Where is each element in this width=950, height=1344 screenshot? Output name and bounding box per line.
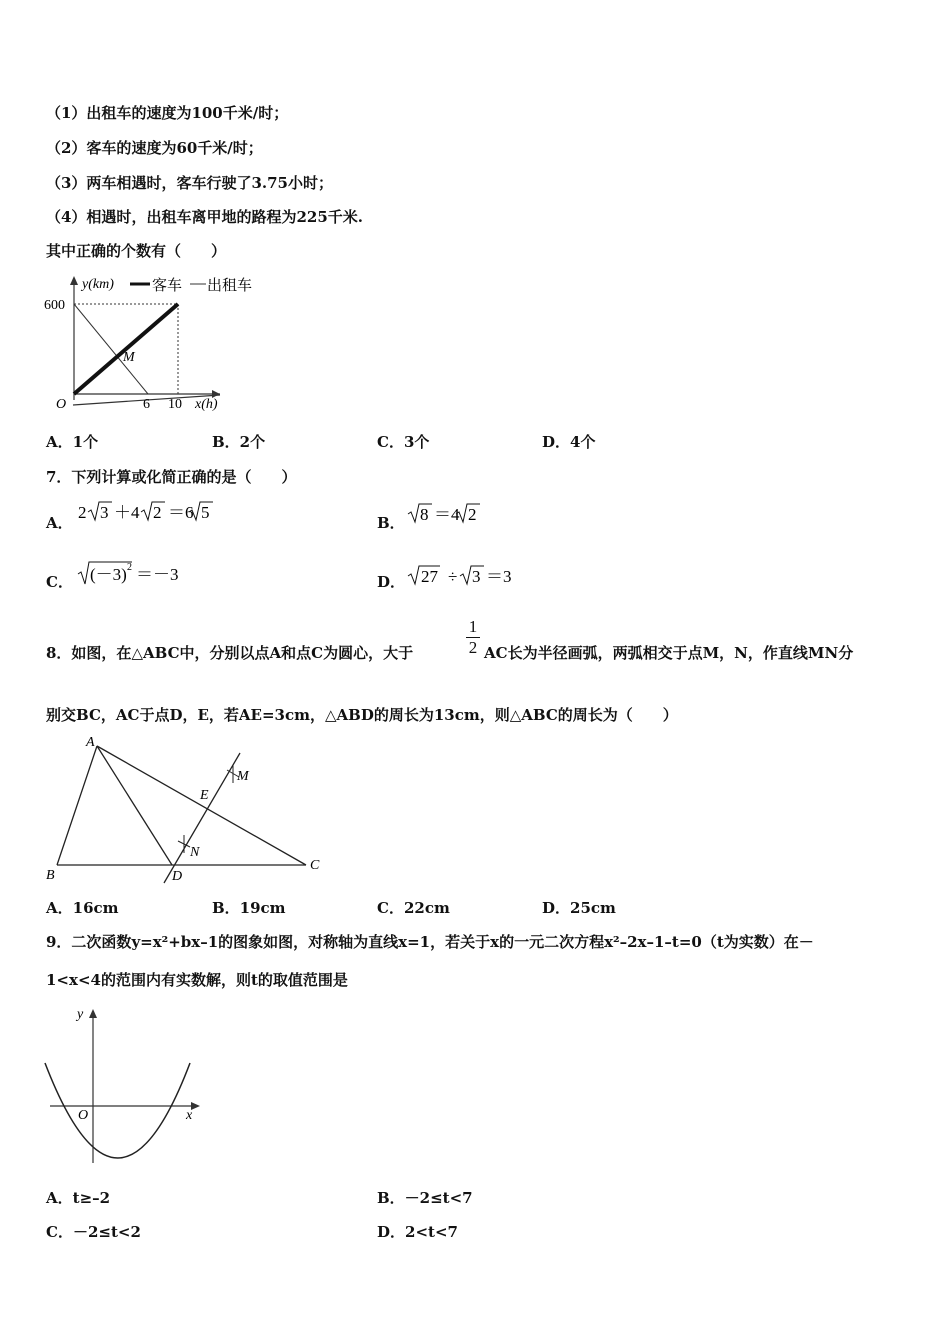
q6-legend-taxi: 出租车	[207, 278, 253, 294]
q6-option-d[interactable]: D．4个	[542, 433, 596, 451]
q6-xtick-10: 10	[168, 397, 182, 412]
q7-option-a-expression	[76, 498, 226, 526]
q7-option-c-label[interactable]: C．	[46, 573, 73, 591]
q7-b-eq: ＝4	[434, 505, 460, 524]
statement-3: （3）两车相遇时，客车行驶了3.75小时；	[46, 174, 333, 192]
q7-option-a-label[interactable]: A．	[46, 514, 73, 532]
q6-point-m: M	[123, 350, 135, 365]
q6-legend-bus: 客车	[152, 278, 183, 294]
q7-c-eq: ＝－3	[136, 565, 179, 584]
q8-option-d[interactable]: D．25cm	[542, 899, 616, 917]
q7-a-plus: ＋4	[114, 503, 140, 522]
q7-a-rad1: 3	[100, 503, 109, 522]
q8-line1-b: AC长为半径画弧，两弧相交于点M，N，作直线MN分	[484, 644, 854, 662]
q9-option-b[interactable]: B．－2≤t<7	[377, 1189, 473, 1207]
q6-distance-time-graph	[40, 270, 270, 415]
q9-xlabel: x	[186, 1108, 193, 1123]
q8-label-m: M	[237, 769, 249, 784]
q8-triangle-figure	[44, 733, 334, 888]
q8-line1-a: 8．如图，在△ABC中，分别以点A和点C为圆心，大于	[46, 644, 414, 662]
q7-d-div: ÷	[448, 567, 458, 586]
q8-fraction	[466, 618, 480, 657]
q8-label-c: C	[310, 858, 320, 873]
q8-option-a[interactable]: A．16cm	[46, 899, 119, 917]
q7-d-rad2: 3	[472, 567, 481, 586]
q7-option-d-expression	[406, 562, 526, 590]
q7-b-rad2: 2	[468, 505, 477, 524]
q6-prompt: 其中正确的个数有（ ）	[46, 242, 227, 260]
q7-option-d-label[interactable]: D．	[377, 573, 406, 591]
q6-xtick-6: 6	[143, 397, 150, 412]
q7-d-rad1: 27	[421, 567, 438, 586]
q7-c-exponent: 2	[127, 562, 132, 573]
q7-a-rad2: 2	[153, 503, 162, 522]
q7-option-c-expression	[76, 558, 196, 588]
q7-option-b-label[interactable]: B．	[377, 514, 405, 532]
q8-label-n: N	[190, 845, 200, 860]
q9-line1: 9．二次函数y=x²+bx–1的图象如图，对称轴为直线x=1，若关于x的一元二次方程x²–2x–1–t=0（t为实数）在－	[46, 933, 814, 951]
q8-fraction-denominator: 2	[468, 638, 478, 657]
q9-line2: 1<x<4的范围内有实数解，则t的取值范围是	[46, 971, 348, 989]
statement-2: （2）客车的速度为60千米/时；	[46, 139, 263, 157]
statement-1: （1）出租车的速度为100千米/时；	[46, 104, 289, 122]
q7-a-eq: ＝6	[168, 503, 194, 522]
q9-option-c[interactable]: C．－2≤t<2	[46, 1223, 141, 1241]
q7-option-b-expression	[406, 500, 506, 528]
q8-option-c[interactable]: C．22cm	[377, 899, 450, 917]
q7-a-coef: 2	[78, 503, 87, 522]
q7-a-rad3: 5	[201, 503, 210, 522]
q8-label-d: D	[172, 869, 183, 884]
q6-origin: O	[56, 397, 67, 412]
q7-title: 7．下列计算或化简正确的是（ ）	[46, 468, 297, 486]
q7-d-eq: ＝3	[486, 567, 512, 586]
q8-label-a: A	[86, 735, 95, 750]
q6-ytick: 600	[44, 298, 65, 313]
q6-option-c[interactable]: C．3个	[377, 433, 430, 451]
q9-parabola-figure	[40, 1003, 210, 1168]
q8-label-e: E	[200, 788, 209, 803]
q6-ylabel: y(km)	[82, 277, 114, 292]
q8-line2: 别交BC，AC于点D，E，若AE=3cm，△ABD的周长为13cm，则△ABC的周长为（ ）	[46, 706, 678, 724]
q6-option-b[interactable]: B．2个	[212, 433, 266, 451]
q6-xlabel: x(h)	[195, 397, 218, 412]
q9-option-a[interactable]: A．t≥–2	[46, 1189, 111, 1207]
q9-option-d[interactable]: D．2<t<7	[377, 1223, 458, 1241]
q6-option-a[interactable]: A．1个	[46, 433, 99, 451]
q8-option-b[interactable]: B．19cm	[212, 899, 286, 917]
q7-c-radicand: (－3)	[90, 565, 127, 584]
statement-4: （4）相遇时，出租车离甲地的路程为225千米.	[46, 208, 363, 226]
q9-ylabel: y	[77, 1007, 84, 1022]
q7-b-rad1: 8	[420, 505, 429, 524]
q8-fraction-numerator: 1	[468, 617, 478, 636]
q9-origin: O	[78, 1108, 89, 1123]
q8-label-b: B	[46, 868, 55, 883]
